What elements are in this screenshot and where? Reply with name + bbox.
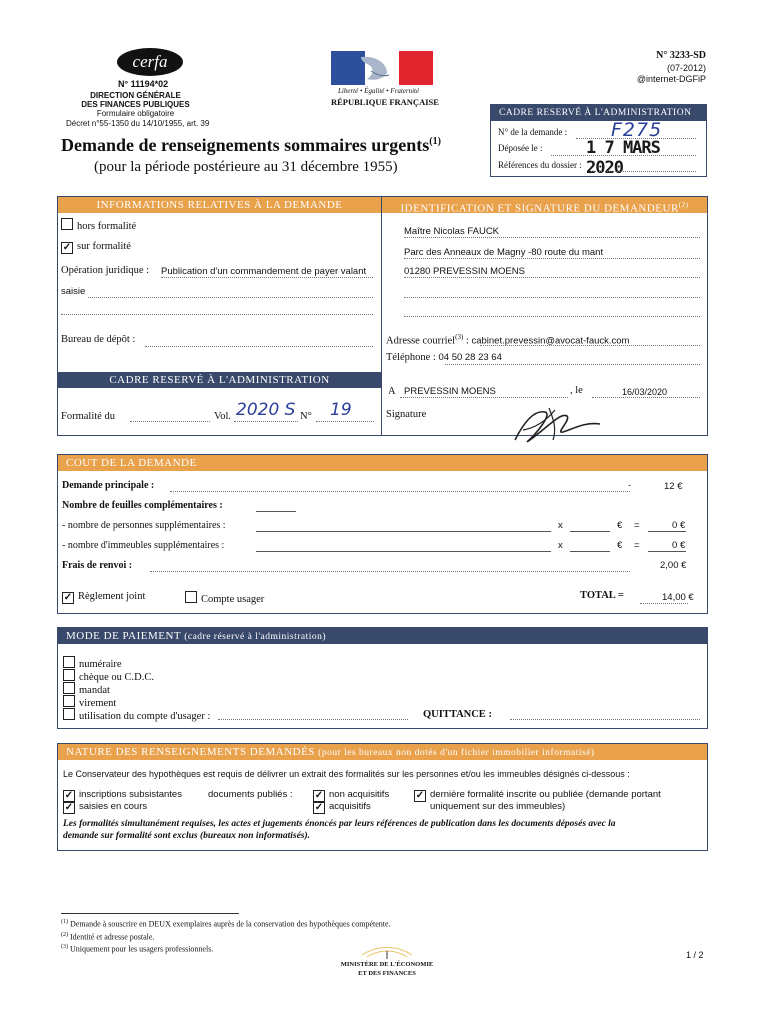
operation-line3 [61,314,373,315]
form-source: @internet-DGFiP [636,74,706,84]
immeubles-mult-line [570,551,610,552]
frais-currency: € [681,560,687,571]
operation-line [161,277,373,278]
nature-header-text: NATURE DES RENSEIGNEMENTS DEMANDÉS [66,746,315,758]
nature-header-note: (pour les bureaux non dotés d'un fichier immobilier informatisé) [318,748,595,758]
cheque-label: chèque ou C.D.C. [79,672,154,683]
derniere-label: dernière formalité inscrite ou publiée (demande portant [430,789,661,800]
nature-note [63,818,703,842]
address2-line [404,277,700,278]
email-value: cabinet.prevessin@avocat-fauck.com [471,335,630,347]
immeubles-line [256,551,551,552]
email-ref: (3) [455,333,464,341]
derniere-label2: uniquement sur des immeubles) [430,801,566,812]
compte-usager-label: Compte usager [201,594,265,605]
ministry-line1: MINISTÈRE DE L'ÉCONOMIE [340,961,434,968]
personnes-eur: € [617,520,623,531]
mandat-checkbox[interactable] [63,682,75,694]
virement-label: virement [79,698,117,709]
compte-label: utilisation du compte d'usager : [79,711,211,722]
demande-principale-label: Demande principale : [62,480,155,491]
cheque-checkbox[interactable] [63,669,75,681]
title-text: Demande de renseignements sommaires urgents [61,135,430,155]
cerfa-logo: cerfa [117,48,183,76]
demande-principale-dash: - [628,480,631,490]
personnes-x: x [558,520,563,531]
marianne-logo [331,51,433,85]
footnote-1 [61,917,391,930]
ministry-name [330,960,444,978]
quittance-line [510,719,700,720]
footnote-3-text: Uniquement pour les usagers professionnels. [70,944,214,954]
demande-label: N° de la demande : [498,127,568,137]
main-frame-divider [381,196,382,436]
sur-formalite-option[interactable] [61,241,131,254]
footnote-1-ref: (1) [61,919,68,925]
phone-value: 04 50 28 23 64 [438,352,502,363]
name-line [404,237,700,238]
total-value [662,592,694,603]
footnote-3-ref: (3) [61,944,68,951]
demande-principale-currency: € [677,481,683,492]
date-prefix: , le [570,385,583,396]
page-title [61,135,441,156]
personnes-currency: € [679,520,686,531]
formalite-label: Formalité du [61,411,115,422]
footnote-2-ref: (2) [61,931,68,938]
footnote-2-text: Identité et adresse postale. [70,932,155,942]
immeubles-currency: € [679,540,686,551]
immeubles-value [672,540,685,551]
nature-intro: Le Conservateur des hypothèques est requis de délivrer un extrait des formalités sur les personnes et/ou les immeubles désignés ci-dessous : [63,769,630,779]
sur-formalite-checkbox[interactable]: ✓ [62,242,72,253]
immeubles-eq: = [634,540,640,551]
date-line [592,397,700,398]
operation-label: Opération juridique : [61,265,150,276]
numeraire-label: numéraire [79,659,122,670]
place-value: PREVESSIN MOENS [404,386,496,397]
signature-label: Signature [386,409,427,420]
dept-line2: DES FINANCES PUBLIQUES [81,100,190,109]
inscriptions-label: inscriptions subsistantes [79,789,182,800]
ministry-line2: ET DES FINANCES [358,970,416,977]
identification-header-ref: (2) [678,201,689,209]
republic-name: RÉPUBLIQUE FRANÇAISE [331,97,439,107]
frais-value [660,560,686,571]
footnote-1-text: Demande à souscrire en DEUX exemplaires auprès de la conservation des hypothèques compétente. [70,919,391,929]
reglement-option[interactable] [62,591,145,604]
num-line [316,421,374,422]
nature-header [58,744,707,760]
immeubles-amount: 0 [672,540,678,551]
numeraire-checkbox[interactable] [63,656,75,668]
email-label: Adresse courriel [386,335,456,347]
ministry-logo [357,945,417,959]
demande-principale-amount: 12 [664,481,675,492]
identification-header-text: IDENTIFICATION ET SIGNATURE DU DEMANDEUR [400,202,679,215]
frais-amount: 2,00 [660,560,679,571]
demande-principale-line [170,491,630,492]
date-value: 16/03/2020 [622,387,668,397]
dept-line1: DIRECTION GÉNÉRALE [90,91,181,100]
immeubles-eur: € [617,540,623,551]
personnes-value-line [648,531,686,532]
num-value: 19 [330,400,352,420]
page-subtitle: (pour la période postérieure au 31 décembre 1955) [94,159,398,175]
immeubles-label: - nombre d'immeubles supplémentaires : [62,540,225,551]
hors-formalite-label: hors formalité [77,221,137,232]
vol-label: Vol. [214,411,232,422]
inscriptions-checkbox[interactable]: ✓ [64,790,74,801]
deposee-stamp: 1 7 MARS 2020 [586,138,660,178]
hors-formalite-option[interactable] [61,218,136,232]
saisies-option[interactable] [63,801,147,814]
bureau-label: Bureau de dépôt : [61,334,136,345]
title-footnote-ref: (1) [429,136,441,147]
acquisitifs-option[interactable] [313,801,371,814]
decret-text: Décret n°55-1350 du 14/10/1955, art. 39 [66,119,210,128]
saisies-checkbox[interactable]: ✓ [64,802,74,813]
hors-formalite-checkbox[interactable] [61,218,73,230]
address4-line [404,316,700,317]
formulaire-text: Formulaire obligatoire [96,109,175,118]
paiement-header [58,628,707,644]
admin-box-header: CADRE RESERVÉ À L'ADMINISTRATION [491,105,706,121]
personnes-value [672,520,685,531]
total-label: TOTAL = [580,590,624,601]
num-label: N° [300,411,312,422]
nombre-feuilles-line [256,511,296,512]
mandat-label: mandat [79,685,110,696]
footnote-2 [61,930,391,943]
derniere-checkbox[interactable]: ✓ [415,790,425,801]
operation-value2: saisie [61,286,86,297]
saisies-label: saisies en cours [79,801,148,812]
paiement-header-text: MODE DE PAIEMENT [66,630,181,642]
paiement-option-compte[interactable] [63,708,210,723]
email-row: Adresse courriel$^{(3)}$ : cabinet.prevessin@avocat-fauck.com [386,333,630,347]
vol-value: 2020 S [236,400,296,420]
nombre-feuilles-label: Nombre de feuilles complémentaires : [62,500,223,511]
republic-motto: Liberté • Égalité • Fraternité [338,87,420,95]
total-line [640,603,688,604]
documents-label: documents publiés : [208,789,293,800]
footnotes-rule [61,913,239,914]
non-acquisitifs-label: non acquisitifs [329,789,390,800]
cout-header: COUT DE LA DEMANDE [58,455,707,471]
personnes-eq: = [634,520,640,531]
frais-line [150,571,630,572]
compte-line [218,719,408,720]
footnote-3 [61,942,391,955]
phone-label: Téléphone : [386,352,436,363]
sur-formalite-label: sur formalité [77,241,131,252]
cerfa-number: N° 11194*02 [118,79,169,89]
total-currency: € [688,592,694,603]
form-number: N° 3233-SD [656,50,706,61]
vol-line [234,421,298,422]
demandeur-name: Maître Nicolas FAUCK [404,226,500,237]
personnes-label: - nombre de personnes supplémentaires : [62,520,226,531]
personnes-line [256,531,551,532]
operation-value: Publication d'un commandement de payer valant [161,266,367,277]
immeubles-value-line [648,551,686,552]
operation-line2 [88,297,373,298]
acquisitifs-checkbox[interactable]: ✓ [314,802,324,813]
nature-note-line1: Les formalités simultanément requises, les actes et jugements énoncés par leurs références de publication dans les documents déposés avec la [63,819,616,829]
department-block [58,91,213,118]
demandeur-address2: 01280 PREVESSIN MOENS [404,266,525,277]
compte-checkbox[interactable] [63,708,75,720]
demandeur-address1: Parc des Anneaux de Magny -80 route du mant [404,247,604,258]
bureau-line [145,346,373,347]
compte-usager-option[interactable] [185,591,264,605]
references-line [591,171,696,172]
phone-row [386,352,502,363]
form-date: (07-2012) [666,63,706,73]
demande-value: F275 [611,119,663,141]
reglement-label: Règlement joint [78,591,146,602]
personnes-amount: 0 [672,520,678,531]
page-number: 1 / 2 [686,950,704,960]
email-line [480,345,700,346]
personnes-mult-line [570,531,610,532]
address1-line [404,258,700,259]
place-line [400,397,568,398]
admin-box [490,104,707,177]
total-amount: 14,00 [662,592,686,603]
compte-usager-checkbox[interactable] [185,591,197,603]
quittance-label: QUITTANCE : [423,709,492,720]
phone-line [445,364,700,365]
address3-line [404,297,700,298]
demande-principale-value [664,481,683,492]
nature-note-line2: demande sur formalité sont exclus (bureaux non informatisés). [63,831,311,841]
formalite-line [130,421,210,422]
references-label: Références du dossier : [498,160,582,170]
paiement-header-note: (cadre réservé à l'administration) [184,632,327,642]
reglement-checkbox[interactable]: ✓ [63,592,73,603]
infos-header: INFORMATIONS RELATIVES À LA DEMANDE [58,197,381,213]
immeubles-x: x [558,540,563,551]
signature-mark [505,400,625,448]
admin-box2-header: CADRE RESERVÉ À L'ADMINISTRATION [58,372,381,388]
footnotes [61,917,391,955]
virement-checkbox[interactable] [63,695,75,707]
non-acquisitifs-checkbox[interactable]: ✓ [314,790,324,801]
acquisitifs-label: acquisitifs [329,801,371,812]
place-prefix: A [388,386,396,397]
deposee-label: Déposée le : [498,143,543,153]
frais-label: Frais de renvoi : [62,560,133,571]
identification-header [382,197,707,213]
